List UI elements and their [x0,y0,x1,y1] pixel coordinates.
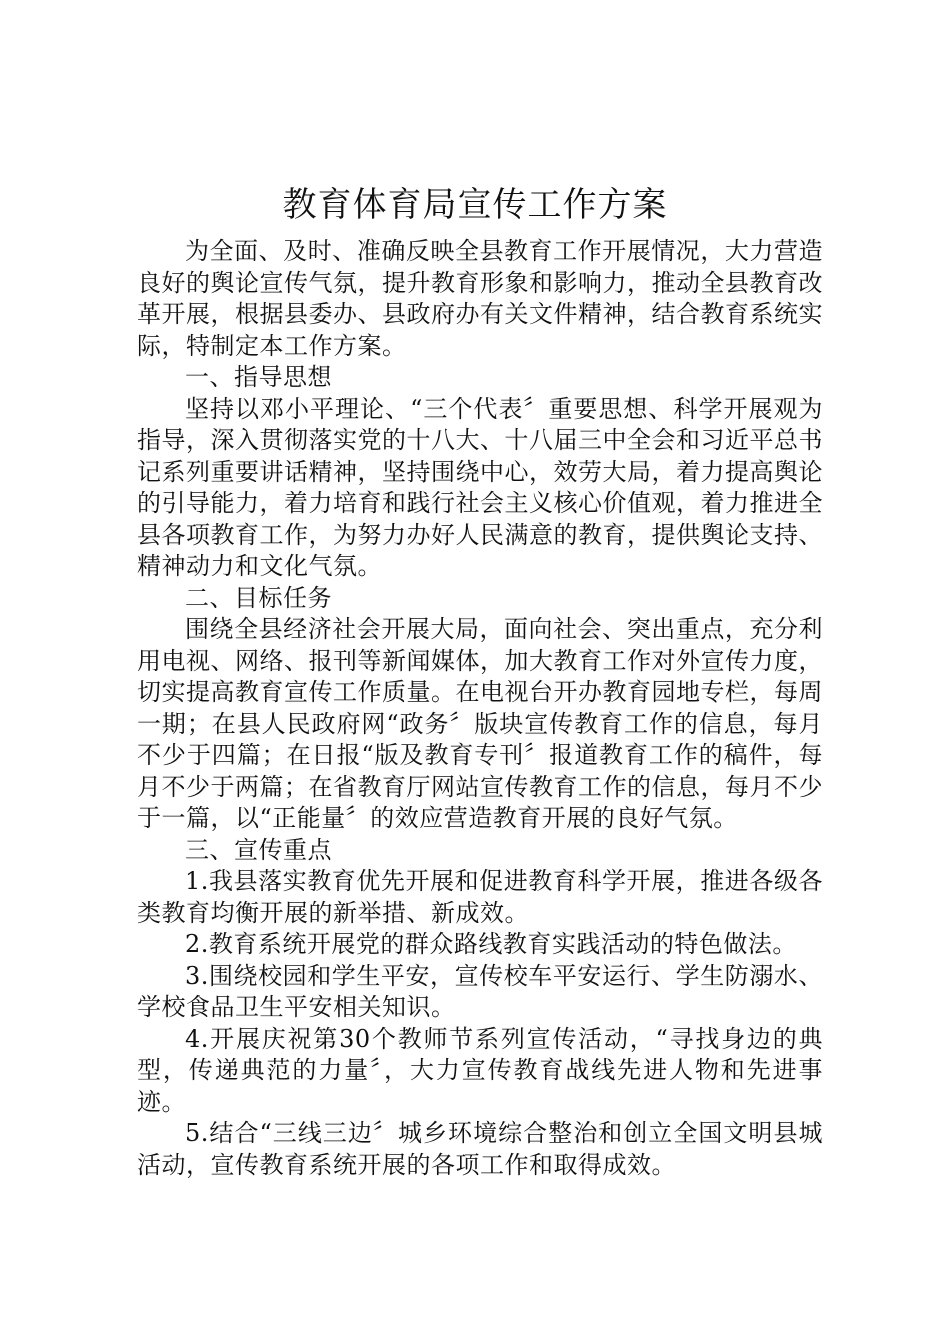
section-body-goals-tasks: 围绕全县经济社会开展大局，面向社会、突出重点，充分利用电视、网络、报刊等新闻媒体，加大教育工作对外宣传力度，切实提高教育宣传工作质量。在电视台开办教育园地专栏，每周一期；在县人民政府网“政务〞版块宣传教育工作的信息，每月不少于四篇；在日报“版及教育专刊〞报道教育工作的稿件，每月不少于两篇；在省教育厅网站宣传教育工作的信息，每月不少于一篇，以“正能量〞的效应营造教育开展的良好气氛。 [137,615,823,832]
document-body [137,236,823,1181]
section-heading-publicity-focus: 三、宣传重点 [185,835,332,864]
section-heading-guiding-ideology: 一、指导思想 [185,363,332,391]
focus-item-4: 4.开展庆祝第30个教师节系列宣传活动，“寻找身边的典型，传递典范的力量〞，大力宣传教育战线先进人物和先进事迹。 [137,1024,823,1116]
section-body-guiding-ideology: 坚持以邓小平理论、“三个代表〞重要思想、科学开展观为指导，深入贯彻落实党的十八大、十八届三中全会和习近平总书记系列重要讲话精神，坚持围绕中心，效劳大局，着力提高舆论的引导能力，着力培育和践行社会主义核心价值观，着力推进全县各项教育工作，为努力办好人民满意的教育，提供舆论支持、精神动力和文化气氛。 [137,394,823,580]
focus-item-3: 3.围绕校园和学生平安，宣传校车平安运行、学生防溺水、学校食品卫生平安相关知识。 [137,961,823,1021]
focus-item-2: 2.教育系统开展党的群众路线教育实践活动的特色做法。 [185,930,797,958]
document-title: 教育体育局宣传工作方案 [282,185,668,225]
intro-paragraph: 为全面、及时、准确反映全县教育工作开展情况，大力营造良好的舆论宣传气氛，提升教育形象和影响力，推动全县教育改革开展，根据县委办、县政府办有关文件精神，结合教育系统实际，特制定本工作方案。 [137,237,823,360]
focus-item-1: 1.我县落实教育优先开展和促进教育科学开展，推进各级各类教育均衡开展的新举措、新成效。 [137,867,823,927]
focus-item-5: 5.结合“三线三边〞城乡环境综合整治和创立全国文明县城活动，宣传教育系统开展的各项工作和取得成效。 [137,1119,823,1179]
section-heading-goals-tasks: 二、目标任务 [185,583,332,612]
